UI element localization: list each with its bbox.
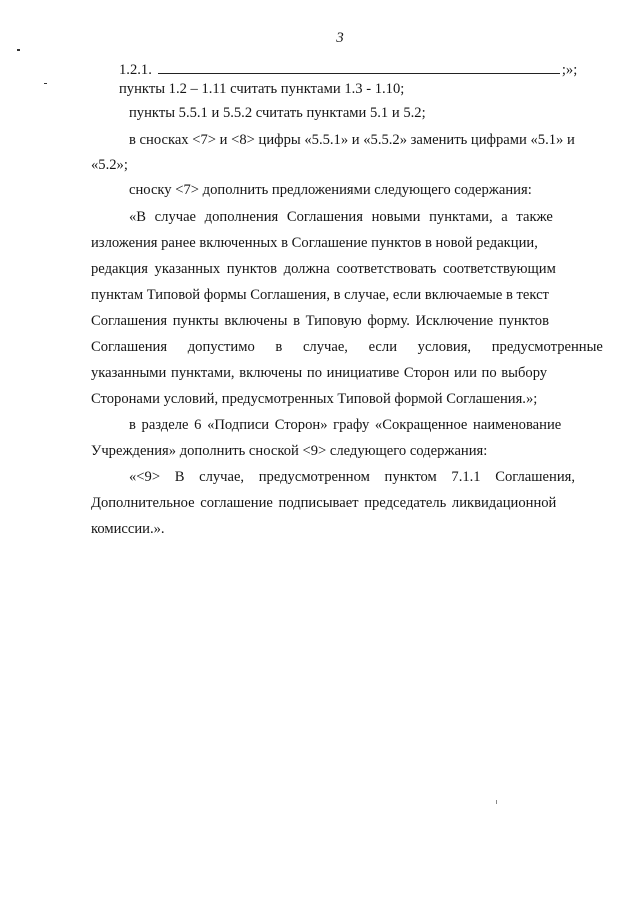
text-line-2: пункты 5.5.1 и 5.5.2 считать пунктами 5.1 и 5.2; (129, 105, 426, 121)
text-line-8: редакция указанных пунктов должна соответствовать соответствующим (91, 261, 556, 277)
text-line-13: Сторонами условий, предусмотренных Типовой формой Соглашения.»; (91, 391, 538, 407)
text-line-10: Соглашения пункты включены в Типовую форму. Исключение пунктов (91, 313, 549, 329)
item-tail: ;»; (561, 62, 578, 78)
scan-artifact (17, 49, 20, 51)
text-line-3: в сносках <7> и <8> цифры «5.5.1» и «5.5.2» заменить цифрами «5.1» и (129, 132, 575, 148)
text-line-16: «<9> В случае, предусмотренном пунктом 7.1.1 Соглашения, (129, 469, 575, 485)
item-number: 1.2.1. (119, 62, 152, 78)
text-line-15: Учреждения» дополнить сноской <9> следующего содержания: (91, 443, 488, 459)
text-line-1: пункты 1.2 – 1.11 считать пунктами 1.3 - 1.10; (119, 81, 405, 97)
item-1-2-1 (119, 61, 577, 79)
scan-artifact (44, 83, 47, 84)
blank-fill-line (158, 61, 560, 74)
page-number: 3 (336, 30, 344, 46)
text-line-12: указанными пунктами, включены по инициативе Сторон или по выбору (91, 365, 548, 381)
text-line-18: комиссии.». (91, 521, 165, 537)
text-line-6: «В случае дополнения Соглашения новыми пунктами, а также (129, 209, 553, 225)
text-line-5: сноску <7> дополнить предложениями следующего содержания: (129, 182, 532, 198)
text-line-11: Соглашения допустимо в случае, если условия, предусмотренные (91, 339, 603, 355)
text-line-9: пунктам Типовой формы Соглашения, в случае, если включаемые в текст (91, 287, 549, 303)
text-line-14: в разделе 6 «Подписи Сторон» графу «Сокращенное наименование (129, 417, 562, 433)
text-line-4: «5.2»; (91, 157, 128, 173)
text-line-17: Дополнительное соглашение подписывает председатель ликвидационной (91, 495, 557, 511)
scan-artifact (496, 800, 497, 804)
text-line-7: изложения ранее включенных в Соглашение пунктов в новой редакции, (91, 235, 538, 251)
